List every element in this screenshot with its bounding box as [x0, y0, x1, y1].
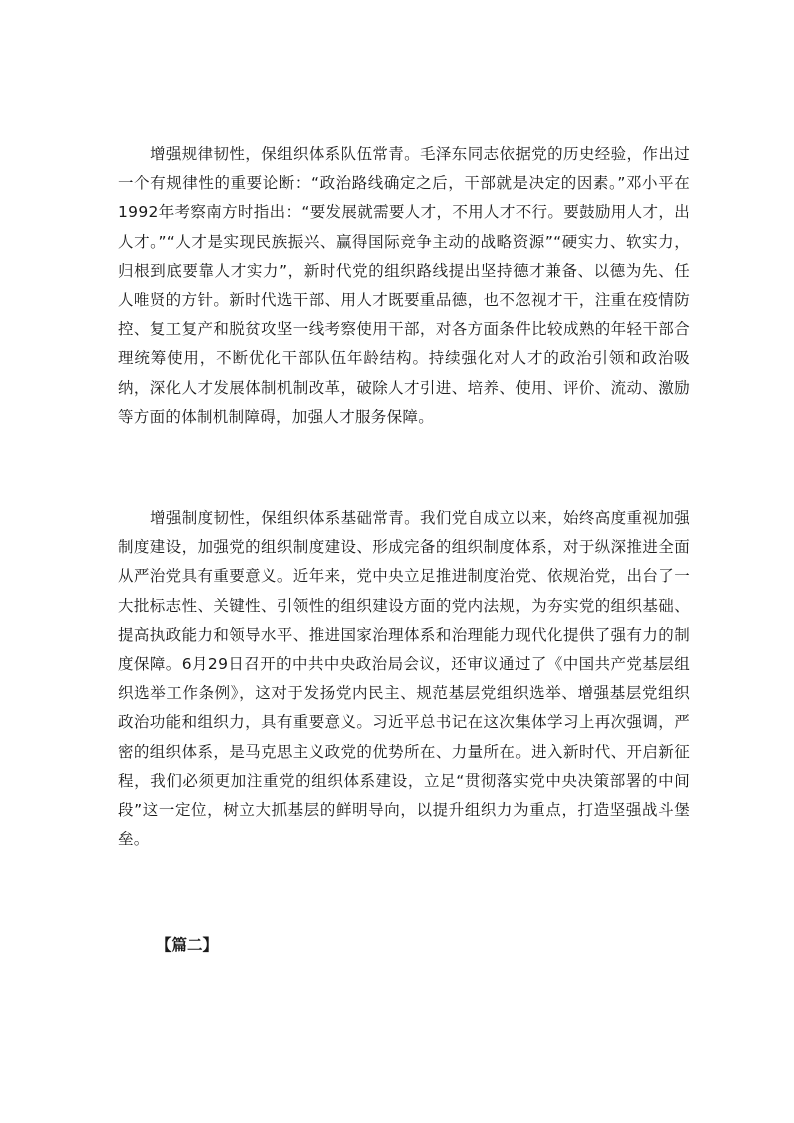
- body-paragraph-2: 增强制度韧性，保组织体系基础常青。我们党自成立以来，始终高度重视加强制度建设，加强党的组织制度建设、形成完备的组织制度体系，对于纵深推进全面从严治党具有重要意义。近年来，党中央立足推进制度治党、依规治党，出台了一大批标志性、关键性、引领性的组织建设方面的党内法规，为夯实党的组织基础、提高执政能力和领导水平、推进国家治理体系和治理能力现代化提供了强有力的制度保障。6月29日召开的中共中央政治局会议，还审议通过了《中国共产党基层组织选举工作条例》，这对于发扬党内民主、规范基层党组织选举、增强基层党组织政治功能和组织力，具有重要意义。习近平总书记在这次集体学习上再次强调，严密的组织体系，是马克思主义政党的优势所在、力量所在。进入新时代、开启新征程，我们必须更加注重党的组织体系建设，立足“贯彻落实党中央决策部署的中间段”这一定位，树立大抓基层的鲜明导向，以提升组织力为重点，打造坚强战斗堡垒。: [118, 509, 690, 849]
- section-heading: 【篇二】: [156, 936, 219, 954]
- body-paragraph-1: 增强规律韧性，保组织体系队伍常青。毛泽东同志依据党的历史经验，作出过一个有规律性的重要论断：“政治路线确定之后，干部就是决定的因素。”邓小平在1992年考察南方时指出：“要发展就需要人才，不用人才不行。要鼓励用人才，出人才。”“人才是实现民族振兴、赢得国际竞争主动的战略资源”“硬实力、软实力，归根到底要靠人才实力”，新时代党的组织路线提出坚持德才兼备、以德为先、任人唯贤的方针。新时代选干部、用人才既要重品德，也不忽视才干，注重在疫情防控、复工复产和脱贫攻坚一线考察使用干部，对各方面条件比较成熟的年轻干部合理统筹使用，不断优化干部队伍年龄结构。持续强化对人才的政治引领和政治吸纳，深化人才发展体制机制改革，破除人才引进、培养、使用、评价、流动、激励等方面的体制机制障碍，加强人才服务保障。: [118, 145, 690, 426]
